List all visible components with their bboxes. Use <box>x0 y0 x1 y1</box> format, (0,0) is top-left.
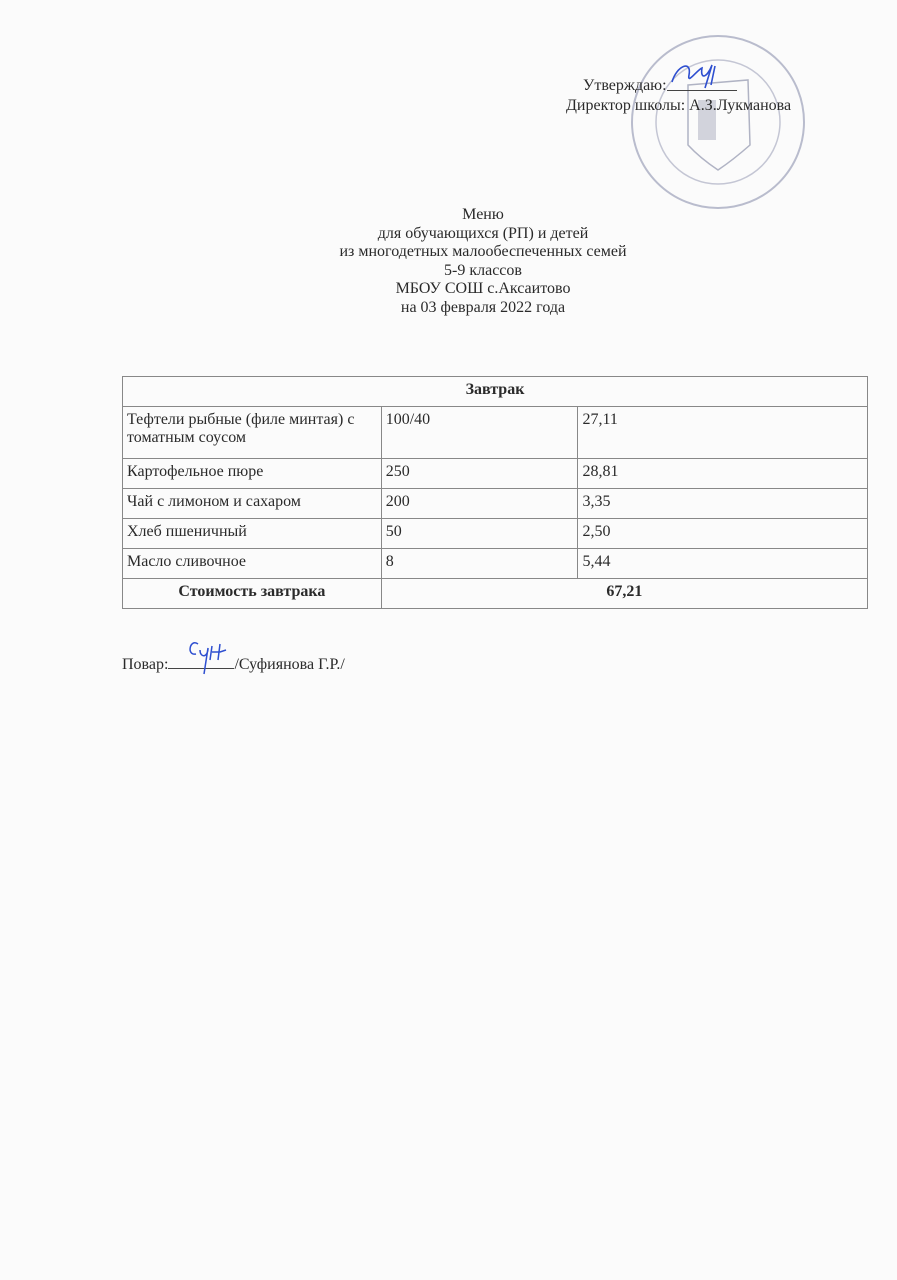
title-line: для обучающихся (РП) и детей <box>377 224 589 242</box>
section-header: Завтрак <box>123 377 868 407</box>
dish-price: 2,50 <box>578 519 868 549</box>
cook-signature <box>168 654 234 669</box>
dish-name: Масло сливочное <box>123 549 382 579</box>
title-line: 5-9 классов <box>444 261 522 279</box>
cook-name: /Суфиянова Г.Р./ <box>234 656 345 673</box>
dish-name: Хлеб пшеничный <box>123 519 382 549</box>
director-signature <box>667 76 737 91</box>
table-row <box>123 549 868 579</box>
dish-name: Картофельное пюре <box>123 459 382 489</box>
title-line: Меню <box>462 206 504 223</box>
table-row <box>123 459 868 489</box>
title-line: из многодетных малообеспеченных семей <box>339 243 627 260</box>
approve-label: Утверждаю: <box>583 77 667 94</box>
table-row <box>123 489 868 519</box>
cook-signature-line <box>122 654 345 674</box>
document-title <box>0 206 897 317</box>
approval-block <box>566 76 791 116</box>
dish-name: Тефтели рыбные (филе минтая) с томатным соусом <box>123 407 382 459</box>
director-line: Директор школы: А.З.Лукманова <box>566 97 792 114</box>
dish-name: Чай с лимоном и сахаром <box>123 489 382 519</box>
menu-table <box>122 376 868 609</box>
dish-price: 28,81 <box>578 459 868 489</box>
total-row <box>123 579 868 609</box>
table-row <box>123 519 868 549</box>
dish-weight: 100/40 <box>381 407 578 459</box>
dish-price: 5,44 <box>578 549 868 579</box>
cook-label: Повар: <box>122 656 169 673</box>
title-line: на 03 февраля 2022 года <box>400 298 566 316</box>
table-row <box>123 407 868 459</box>
dish-weight: 50 <box>381 519 578 549</box>
total-label: Стоимость завтрака <box>123 579 382 609</box>
dish-price: 27,11 <box>578 407 868 459</box>
dish-weight: 8 <box>381 549 578 579</box>
dish-price: 3,35 <box>578 489 868 519</box>
dish-weight: 200 <box>381 489 578 519</box>
school-seal-stamp <box>628 30 808 215</box>
total-value: 67,21 <box>381 579 867 609</box>
title-line: МБОУ СОШ с.Аксаитово <box>395 280 571 297</box>
dish-weight: 250 <box>381 459 578 489</box>
